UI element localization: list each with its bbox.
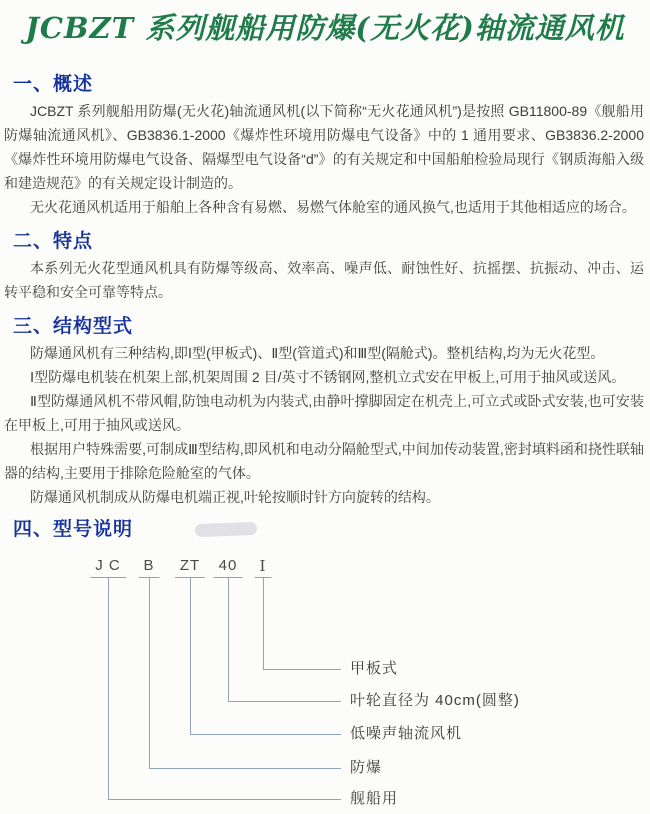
overview-paragraph-1: JCBZT 系列舰船用防爆(无火花)轴流通风机(以下简称“无火花通风机”)是按照 GB11800-89《舰船用防爆轴流通风机》、GB3836.1-2000《爆炸性环境用防爆电气设备》中的 1 通用要求、GB3836.2-2000《爆炸性环境用防爆电气设备、隔爆型电气设备“d”》的有关规定和中国船舶检验局现行《钢质海船入级和建造规范》的有关规定设计制造的。 xyxy=(4,103,644,191)
section-heading-model xyxy=(13,517,650,542)
page-title: JCBZT 系列舰船用防爆(无火花)轴流通风机 xyxy=(25,11,625,45)
model-code-b: B xyxy=(138,558,159,578)
connector-line-i-vertical xyxy=(263,578,264,669)
section-heading-structure: 三、结构型式 xyxy=(13,316,134,337)
structure-paragraph-2: Ⅰ型防爆电机装在机架上部,机架周围 2 目/英寸不锈钢网,整机立式安在甲板上,可用于抽风或送风。 xyxy=(30,369,626,385)
structure-paragraph-4: 根据用户特殊需要,可制成Ⅲ型结构,即风机和电动分隔舱型式,中间加传动装置,密封填料函和挠性联轴器的结构,主要用于排除危险舱室的气体。 xyxy=(4,441,644,481)
connector-line-b-vertical xyxy=(149,578,150,768)
model-code-zt: ZT xyxy=(175,558,205,578)
model-code-i: Ⅰ xyxy=(255,558,272,578)
diagram-label-ship-use: 舰船用 xyxy=(350,790,399,807)
connector-line-b-horizontal xyxy=(149,768,341,769)
connector-line-zt-horizontal xyxy=(190,734,341,735)
section-heading-overview: 一、概述 xyxy=(13,74,94,95)
model-code-40: 40 xyxy=(214,558,243,578)
model-number-diagram xyxy=(0,544,650,814)
structure-paragraph-3: Ⅱ型防爆通风机不带风帽,防蚀电动机为内装式,由静叶撑脚固定在机壳上,可立式或卧式安装,也可安装在甲板上,可用于抽风或送风。 xyxy=(4,393,644,433)
overview-paragraph-2: 无火花通风机适用于船舶上各种含有易燃、易燃气体舱室的通风换气,也适用于其他相适应的场合。 xyxy=(30,199,636,215)
smudge-mark xyxy=(195,522,257,537)
connector-line-40-horizontal xyxy=(228,701,341,702)
section-heading-model-text: 四、型号说明 xyxy=(13,519,134,540)
structure-paragraph-1: 防爆通风机有三种结构,即Ⅰ型(甲板式)、Ⅱ型(管道式)和Ⅲ型(隔舱式)。整机结构,均为无火花型。 xyxy=(30,345,605,361)
model-code-jc: J C xyxy=(90,558,126,578)
section-heading-features: 二、特点 xyxy=(13,231,94,252)
features-paragraph: 本系列无火花型通风机具有防爆等级高、效率高、噪声低、耐蚀性好、抗摇摆、抗振动、冲击、运转平稳和安全可靠等特点。 xyxy=(4,260,644,300)
diagram-label-impeller-diameter: 叶轮直径为 40cm(圆整) xyxy=(350,692,520,709)
diagram-label-deck-type: 甲板式 xyxy=(350,660,399,677)
connector-line-jc-vertical xyxy=(108,578,109,799)
structure-paragraph-5: 防爆通风机制成从防爆电机端正视,叶轮按顺时针方向旋转的结构。 xyxy=(30,489,440,505)
diagram-label-explosion-proof: 防爆 xyxy=(350,759,383,776)
diagram-label-low-noise-axial: 低噪声轴流风机 xyxy=(350,725,463,742)
connector-line-zt-vertical xyxy=(190,578,191,734)
connector-line-40-vertical xyxy=(228,578,229,701)
connector-line-jc-horizontal xyxy=(108,799,341,800)
connector-line-i-horizontal xyxy=(263,669,341,670)
